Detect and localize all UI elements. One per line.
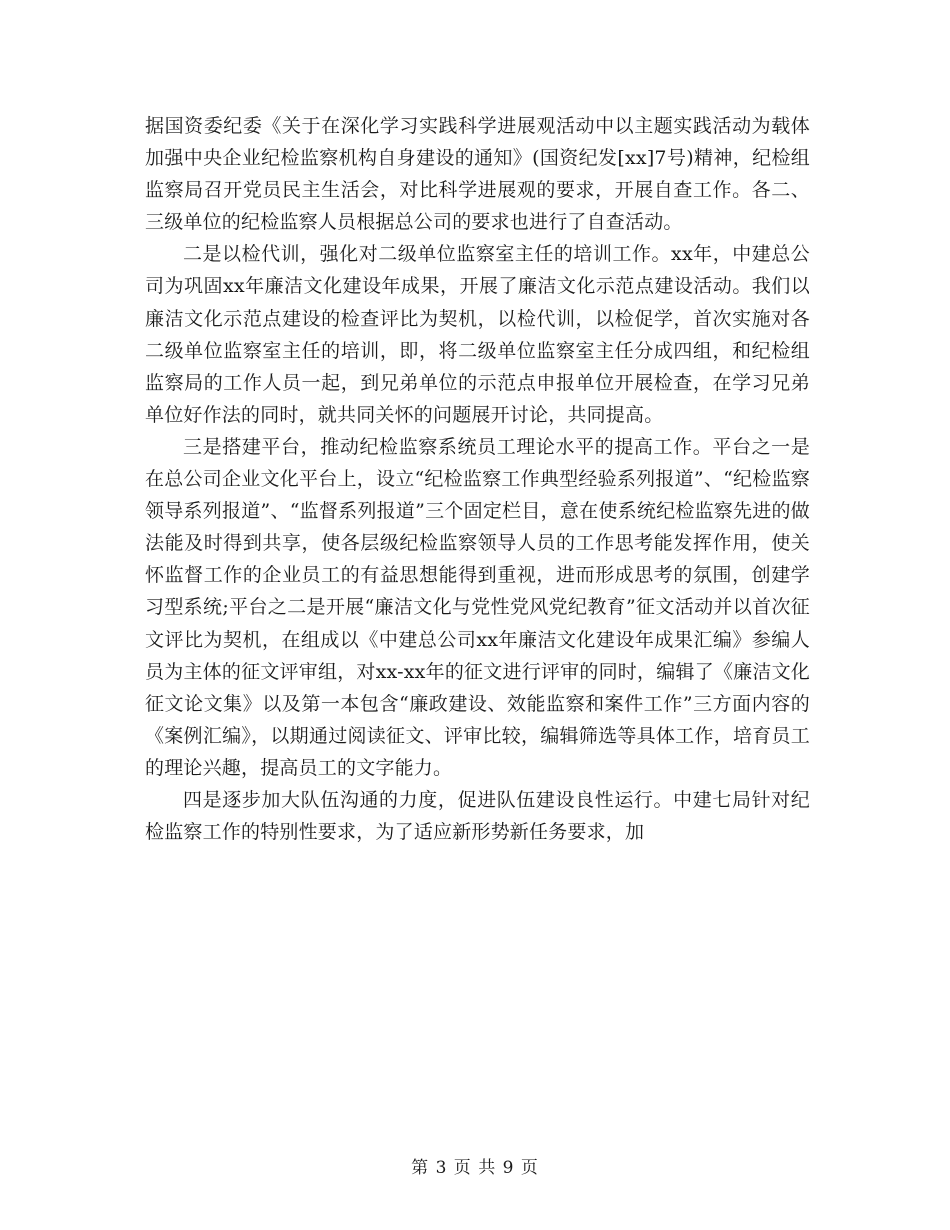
paragraph-line: [xx]7号)精神，纪检组监察局召开党员民主生活会，对比科学进展观 <box>145 147 810 202</box>
paragraph-line: 审比较，编辑筛选等具体工作，培育员工的理论兴趣，提高员工的文 <box>145 724 810 779</box>
paragraph-line: 以检促学，首次实施对各二级单位监察室主任的培训，即，将二级单 <box>145 307 811 362</box>
paragraph-line: 的要求，开展自查工作。各二、三级单位的纪检监察人员根据总公司 <box>145 179 810 234</box>
paragraph-line: 的要求也进行了自查活动。 <box>452 211 683 234</box>
paragraph-line: 的有益思想能得到重视，进而形成思考的氛围，创建学习型系统;平台 <box>145 564 810 619</box>
paragraph-line: 建设活动。我们以廉洁文化示范点建设的检查评比为契机，以检代训， <box>145 275 810 330</box>
paragraph-line: 察和案件工作”三方面内容的《案例汇编》，以期通过阅读征文、评 <box>145 692 810 747</box>
document-body <box>145 110 810 848</box>
paragraph-line: 字能力。 <box>375 756 453 779</box>
paragraph-line: 编辑了《廉洁文化征文论文集》以及第一本包含“廉政建设、效能监 <box>145 660 810 715</box>
paragraph-line: 同关怀的问题展开讨论，共同提高。 <box>356 403 664 426</box>
paragraph-line: 三是搭建平台，推动纪检监察系统员工理论水平的提高工作。平 <box>183 435 732 458</box>
paragraph-1 <box>145 110 810 238</box>
paragraph-line: 动为载体加强中央企业纪检监察机构自身建设的通知》(国资纪发 <box>145 115 810 170</box>
paragraph-2 <box>145 238 810 431</box>
page-number-footer: 第 3 页 共 9 页 <box>411 1158 539 1178</box>
paragraph-line: 据国资委纪委《关于在深化学习实践科学进展观活动中以主题实践活 <box>145 115 733 137</box>
paragraph-line: 台之一是在总公司企业文化平台上，设立“纪检监察工作典型经验系 <box>145 435 810 491</box>
paragraph-line: 参编人员为主体的征文评审组，对xx-xx年的征文进行评审的同时， <box>145 628 810 683</box>
paragraph-line: 位监察室主任分成四组，和纪检组监察局的工作人员一起，到兄弟单 <box>145 339 810 394</box>
paragraph-line: 位的示范点申报单位开展检查，在学习兄弟单位好作法的同时，就共 <box>145 371 810 426</box>
paragraph-line: 中建总公司为巩固xx年廉洁文化建设年成果，开展了廉洁文化示范点 <box>145 243 810 298</box>
paragraph-3 <box>145 431 810 784</box>
paragraph-line: 列报道”、“纪检监察领导系列报道”、“监督系列报道”三个固定 <box>145 468 810 523</box>
paragraph-line: 四是逐步加大队伍沟通的力度，促进队伍建设良性运行。中建七 <box>183 788 732 811</box>
paragraph-line: 二是以检代训，强化对二级单位监察室主任的培训工作。xx年， <box>183 243 733 266</box>
paragraph-line: 局针对纪检监察工作的特别性要求，为了适应新形势新任务要求，加 <box>145 788 810 844</box>
paragraph-line: 检监察领导人员的工作思考能发挥作用，使关怀监督工作的企业员工 <box>145 532 810 587</box>
paragraph-line: 评比为契机，在组成以《中建总公司xx年廉洁文化建设年成果汇编》 <box>164 628 752 651</box>
paragraph-line: 之二是开展“廉洁文化与党性党风党纪教育”征文活动并以首次征文 <box>145 596 810 651</box>
paragraph-4 <box>145 784 810 848</box>
paragraph-line: 栏目，意在使系统纪检监察先进的做法能及时得到共享，使各层级纪 <box>145 500 810 555</box>
